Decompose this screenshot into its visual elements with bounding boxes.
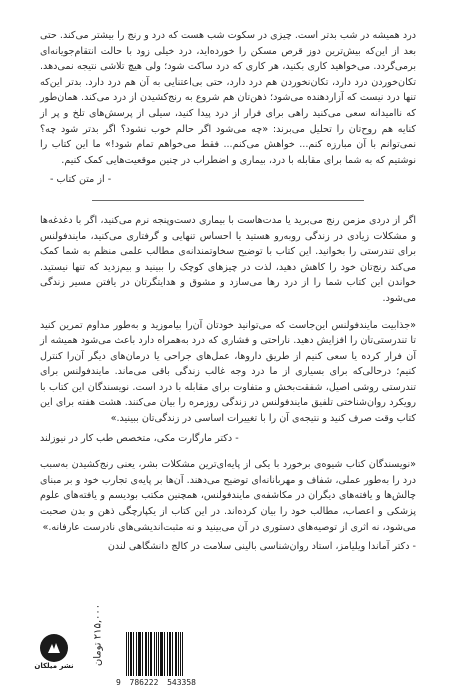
barcode-digits: [116, 678, 196, 687]
description-text: اگر از دردی مزمن رنج می‌برید یا مدت‌هاست با بیماری دست‌وپنجه نرم می‌کنید، اگر با دغدغه‌ها و مشکلات زیادی در زندگی روبه‌رو هستید یا احساس تنهایی و گرفتاری می‌کنید، مایندفولنس برای تندرستی را بخوانید. این کتاب با توضیح سخاوتمندانه‌ی مطالب علمی منظم به شما کمک می‌کند رنج‌تان خود را کاهش دهید، لذت در چیزهای کوچک را ببینید و بیم‌زدید که تنها نیستید. خواندن این کتاب شما را از درد رها می‌سازد و مشوق و هدایتگرتان در یافتن مسیر زندگی می‌شود.: [40, 214, 416, 304]
endorsement-2-text: «نویسندگان کتاب شیوه‌ی برخورد با یکی از پایه‌ای‌ترین مشکلات بشر، یعنی رنج‌کشیدن به‌سبب درد را به‌طور عملی، شفاف و مهربانانه‌ای توضیح می‌دهند. آن‌ها بر پایه‌ی تجارب خود و بر مبنای چالش‌ها و یافته‌های دیگران در مکاشفه‌ی مایندفولنس، همچنین مکتب بودیسم و یافته‌های علوم پزشکی و اعصاب، مطالب خود را بیان کرده‌اند. در این کتاب از یکپارچگی ذهن و بدن صحبت می‌شود، نه اثری از توصیه‌های دستوری در آن می‌بینید و نه مثبت‌اندیشی‌های نادرست عارفانه.»: [40, 459, 416, 533]
price-text: ۲۱۵,۰۰۰ تومان: [92, 603, 104, 667]
endorsement-section-2: [40, 457, 416, 555]
isbn-barcode: [116, 632, 196, 696]
description-section: [40, 213, 416, 307]
excerpt-attribution: - از متن کتاب -: [50, 174, 112, 186]
publisher-logo-icon: [40, 634, 68, 662]
barcode-digit-group: 543358: [167, 678, 196, 687]
publisher-name: نشر میلکان: [34, 662, 74, 670]
barcode-digit-group: 9: [116, 678, 121, 687]
barcode-digit-group: 786222: [129, 678, 159, 687]
price-label: [90, 580, 106, 690]
excerpt-text: درد همیشه در شب بدتر است. چیزی در سکوت شب هست که درد و رنج را بیشتر می‌کند. حتی بعد از این‌که بیش‌ترین دوز قرص مسکن را خورده‌اید، درد خیلی زود با حالت انتقام‌جویانه‌ای برمی‌گردد. می‌خواهید کاری بکنید، هر کاری که درد ساکت شود؛ ولی هیچ تلاشی نتیجه نمی‌دهد. تکان‌خوردن درد دارد، تکان‌نخوردن هم درد دارد، حتی بی‌اعتنایی به آن هم درد دارد. بدتر این‌که تنها درد نیست که آزاردهنده می‌شود؛ ذهن‌تان هم شروع به رنج‌کشیدن از درد می‌کند. همان‌طور که ناامیدانه سعی می‌کنید راهی برای فرار از درد پیدا کنید، سیلی از پرسش‌های تلخ و پر از کنایه هم روح‌تان را تحلیل می‌برند: «چه می‌شود اگر حالم خوب نشود؟ اگر بدتر شود چه؟ نمی‌توانم با آن مبارزه کنم... خواهش می‌کنم... فقط می‌خواهم تمام شود!» ما این کتاب را نوشتیم که به شما برای مقابله با درد، بیماری و اضطراب در چنین موقعیت‌هایی کمک کنیم.: [40, 30, 416, 166]
publisher-logo: [34, 634, 74, 676]
endorsement-2-attribution: - دکتر آماندا ویلیامز، استاد روان‌شناسی بالینی سلامت در کالج دانشگاهی لندن: [107, 541, 416, 553]
section-divider: [92, 200, 364, 201]
endorsement-1-attribution: - دکتر مارگارت مکی، متخصص طب کار در نیوزلند: [40, 432, 239, 444]
barcode-bars: [126, 632, 192, 676]
endorsement-section-1: [40, 318, 416, 447]
endorsement-1-text: «جذابیت مایندفولنس این‌جاست که می‌توانید خودتان آن‌را بیاموزید و به‌طور مداوم تمرین کنید تا تندرستی‌تان را افزایش دهید. ناراحتی و فشاری که درد به‌همراه دارد باعث می‌شود همیشه از آن فرار کرده یا سعی کنیم از طریق داروها، عمل‌های جراحی یا درمان‌های دیگر آن‌را کنترل کنیم؛ درحالی‌که برای بسیاری از ما درد وجه غالب زندگی باقی می‌ماند. مایندفولنس برای تندرستی روشی اصیل، شفقت‌بخش و متفاوت برای مقابله با درد است. نویسندگان این کتاب با رویکرد روان‌شناختی تلفیق مایندفولنس در زندگی روزمره را بیان می‌کنند. هشت هفته برای این کتاب وقت صرف کنید و نتیجه‌ی آن را با تغییرات اساسی در زندگی‌تان ببینید.»: [40, 319, 416, 425]
excerpt-section: [40, 28, 416, 188]
